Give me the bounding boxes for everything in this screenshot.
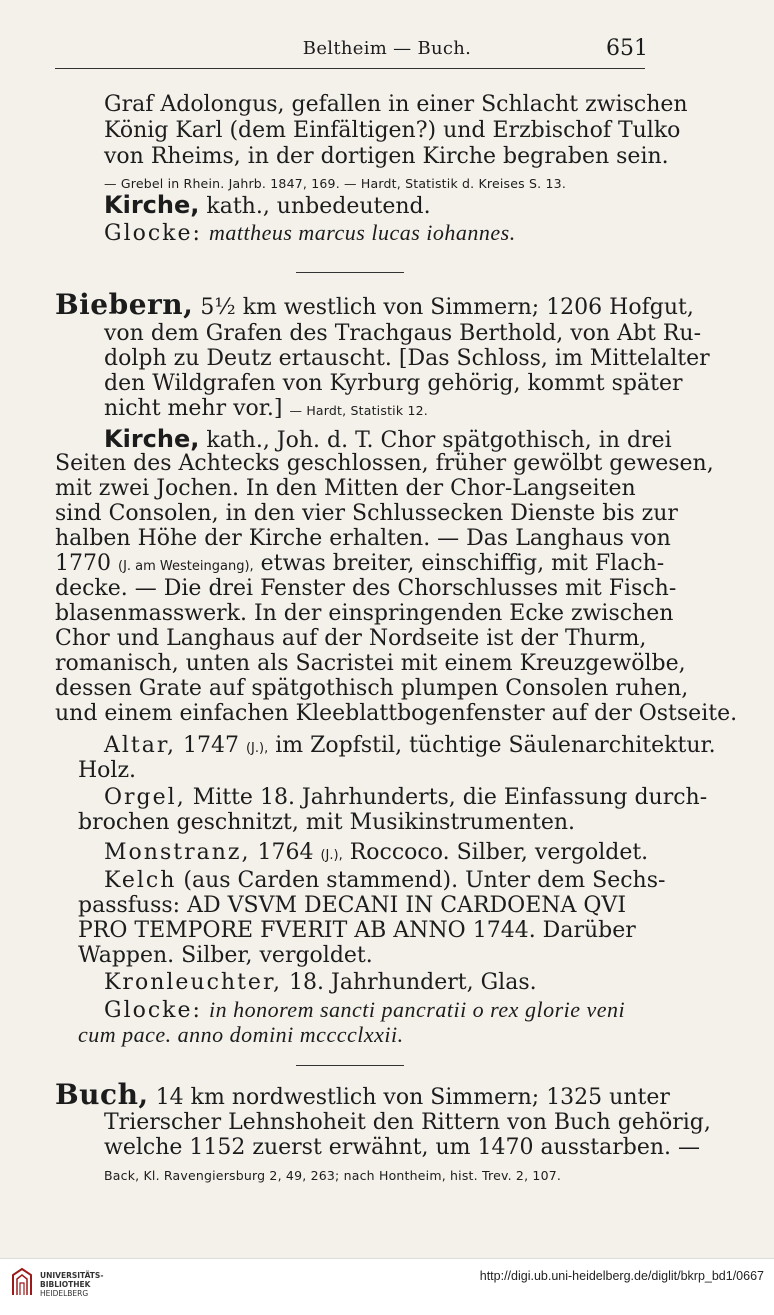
text-line: romanisch, unten als Sacristei mit einem Kreuzgewölbe, [55, 651, 686, 676]
biebern-entry [55, 288, 694, 321]
text: im Zopfstil, tüchtige Säulenarchitektur. [275, 733, 716, 758]
text-line-with-cite [104, 396, 428, 424]
glocke-heading: Glocke: [104, 998, 202, 1023]
biebern-title: Biebern, [55, 288, 194, 321]
text-line: sind Consolen, in den vier Schlussecken Dienste bis zur [55, 501, 678, 526]
text-line: Trierscher Lehnshoheit den Rittern von Buch gehörig, [104, 1110, 711, 1135]
footer-bar [0, 1258, 774, 1315]
text: 18. Jahrhundert, Glas. [289, 970, 537, 995]
text-line: Wappen. Silber, vergoldet. [78, 943, 373, 968]
text-line: von Rheims, in der dortigen Kirche begraben sein. [104, 144, 669, 169]
text-line: und einem einfachen Kleeblattbogenfenster auf der Ostseite. [55, 701, 738, 726]
text: (aus Carden stammend). Unter dem Sechs- [183, 868, 666, 893]
text-line: dolph zu Deutz ertauscht. [Das Schloss, im Mittelalter [104, 346, 710, 371]
library-name-line: UNIVERSITÄTS- [40, 1271, 104, 1280]
page-number: 651 [606, 36, 648, 61]
text-line: halben Höhe der Kirche erhalten. — Das Langhaus von [55, 526, 671, 551]
library-name-line: HEIDELBERG [40, 1289, 89, 1298]
text-line: mit zwei Jochen. In den Mitten der Chor-Langseiten [55, 476, 636, 501]
text-line: 14 km nordwestlich von Simmern; 1325 unter [155, 1085, 670, 1110]
kronleuchter-entry [104, 970, 537, 996]
text: Mitte 18. Jahrhunderts, die Einfassung durch- [192, 785, 708, 810]
glocke-entry [104, 220, 516, 247]
library-logo-icon [10, 1267, 34, 1297]
kirche-heading: Kirche, [104, 425, 200, 453]
year: 1747 [182, 733, 239, 758]
glocke-inscription: mattheus marcus lucas iohannes. [208, 220, 516, 245]
kronleuchter-heading: Kronleuchter, [104, 970, 283, 995]
section-separator [296, 1065, 404, 1066]
library-name [40, 1271, 103, 1298]
text: Roccoco. Silber, vergoldet. [349, 840, 649, 865]
kelch-entry [104, 868, 665, 894]
text-line: Seiten des Achtecks geschlossen, früher gewölbt gewesen, [55, 451, 714, 476]
text-line: blasenmasswerk. In der einspringenden Ecke zwischen [55, 601, 674, 626]
kirche-entry [104, 426, 672, 454]
text-line: dessen Grate auf spätgothisch plumpen Consolen ruhen, [55, 676, 689, 701]
kirche-text: kath., unbedeutend. [206, 194, 431, 219]
buch-title: Buch, [55, 1078, 149, 1111]
buch-entry [55, 1078, 670, 1111]
kelch-heading: Kelch [104, 868, 177, 893]
orgel-entry [104, 785, 707, 811]
glocke-inscription: cum pace. anno domini mcccclxxii. [78, 1022, 404, 1047]
orgel-heading: Orgel, [104, 785, 186, 810]
text-line: Graf Adolongus, gefallen in einer Schlacht zwischen [104, 92, 688, 117]
glocke-inscription: in honorem sancti pancratii o rex glorie veni [208, 997, 626, 1022]
text-line: den Wildgrafen von Kyrburg gehörig, kommt später [104, 371, 683, 396]
kirche-heading: Kirche, [104, 191, 200, 219]
text-line: 5½ km westlich von Simmern; 1206 Hofgut, [200, 295, 694, 320]
text-line: von dem Grafen des Trachgaus Berthold, von Abt Ru- [104, 321, 702, 346]
header-rule [55, 68, 645, 69]
text-line: welche 1152 zuerst erwähnt, um 1470 ausstarben. — [104, 1135, 701, 1160]
section-separator [296, 272, 404, 273]
altar-heading: Altar, [104, 733, 176, 758]
source-url-link[interactable]: http://digi.ub.uni-heidelberg.de/diglit/bkrp_bd1/0667 [479, 1269, 764, 1283]
year: 1764 [257, 840, 314, 865]
text-line: PRO TEMPORE FVERIT AB ANNO 1744. Darüber [78, 918, 636, 943]
text: etwas breiter, einschiffig, mit Flach- [260, 551, 665, 576]
altar-entry [104, 733, 716, 762]
text-line: passfuss: AD VSVM DECANI IN CARDOENA QVI [78, 893, 627, 918]
glocke-entry [104, 997, 625, 1024]
monstranz-entry [104, 840, 648, 869]
year: 1770 [55, 551, 111, 576]
text-line: kath., Joh. d. T. Chor spätgothisch, in drei [206, 428, 672, 453]
citation: — Hardt, Statistik 12. [289, 403, 428, 418]
text-line: brochen geschnitzt, mit Musikinstrumenten. [78, 810, 576, 835]
text-line: König Karl (dem Einfältigen?) und Erzbischof Tulko [104, 118, 681, 143]
note: (J. am Westeingang), [118, 559, 254, 574]
library-name-line: BIBLIOTHEK [40, 1280, 91, 1289]
kirche-entry [104, 192, 431, 220]
citation: — Grebel in Rhein. Jahrb. 1847, 169. — Hardt, Statistik d. Kreises S. 13. [104, 176, 567, 191]
text-line: Chor und Langhaus auf der Nordseite ist der Thurm, [55, 626, 647, 651]
text-line: nicht mehr vor.] [104, 396, 283, 421]
note: (J.), [320, 848, 343, 863]
note: (J.), [245, 741, 269, 756]
text-line: decke. — Die drei Fenster des Chorschlusses mit Fisch- [55, 576, 677, 601]
monstranz-heading: Monstranz, [104, 840, 251, 865]
citation: Back, Kl. Ravengiersburg 2, 49, 263; nach Hontheim, hist. Trev. 2, 107. [104, 1168, 562, 1183]
text-line: Holz. [78, 758, 137, 783]
glocke-heading: Glocke: [104, 221, 202, 246]
running-header: Beltheim — Buch. [302, 38, 472, 59]
